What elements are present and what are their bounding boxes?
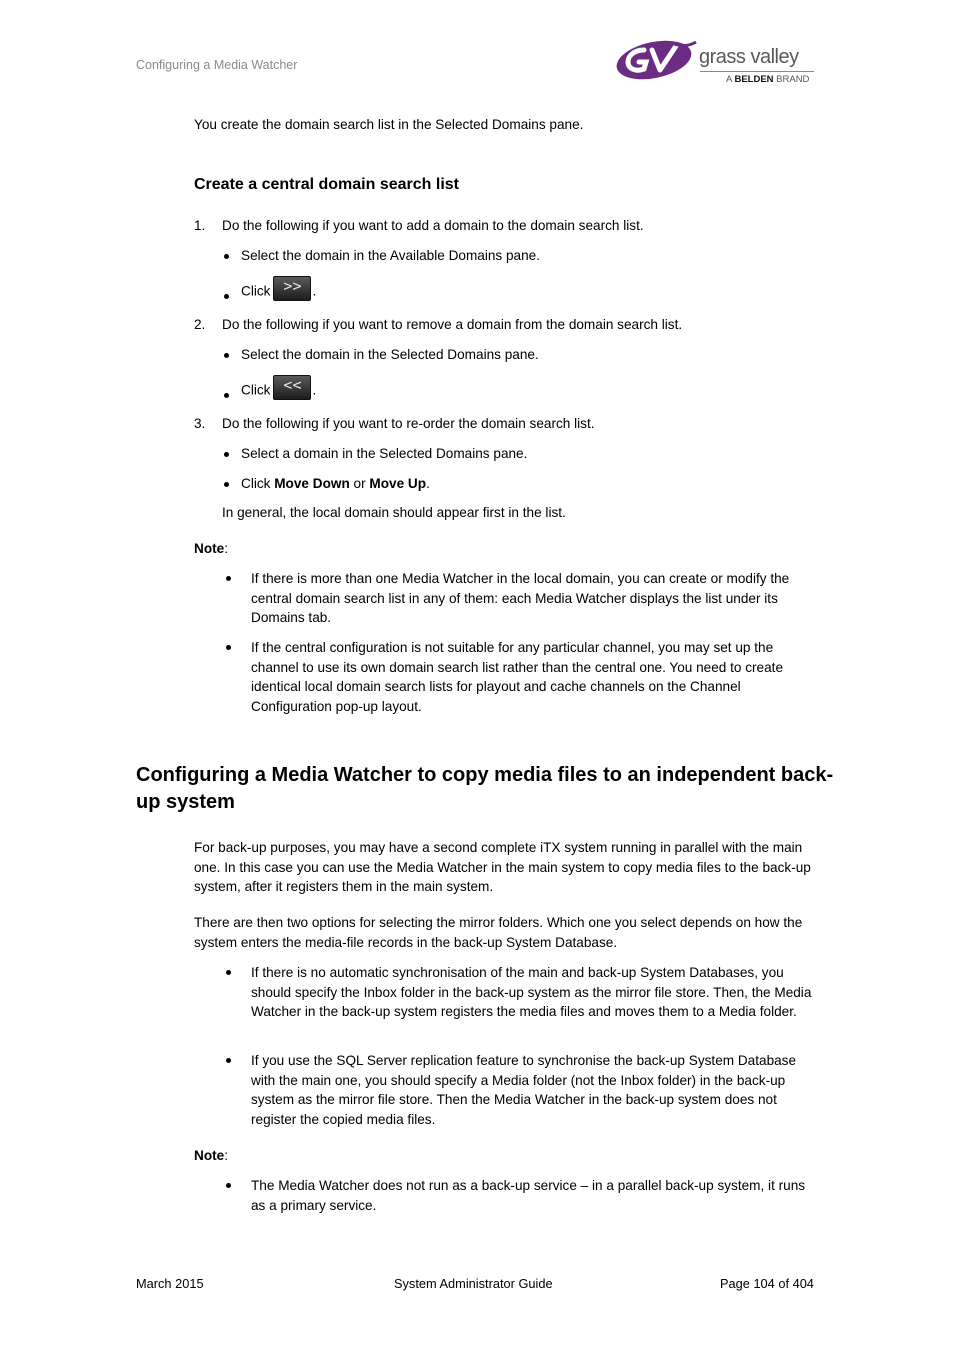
note-text: If there is more than one Media Watcher in the local domain, you can create or modify the central domain search list in any of them: each Media Watcher displays the list under its Domains tab. [251,571,790,626]
note-label: Note: [194,541,228,556]
logo-tagline: A BELDEN BRAND [726,74,810,85]
step-number: 1. [194,218,206,233]
step-text: Do the following if you want to add a domain to the domain search list. [222,218,644,233]
bullet-text: If there is no automatic synchronisation of the main and back-up System Databases, you should specify the Inbox folder in the back-up system as the mirror file store. Then, the Media Watcher in the back-up system registers the media files and moves them to a Media folder. [251,965,812,1020]
bullet-item [226,970,231,975]
backup-paragraph-1: For back-up purposes, you may have a second complete iTX system running in parallel with the main one. In this case you can use the Media Watcher in the main system to copy media files to the back-up system, after it registers them in the main system. [194,840,811,895]
note-text: The Media Watcher does not run as a back-up service – in a parallel back-up system, it runs as a primary service. [251,1178,806,1213]
logo-wordmark: grass valley [699,46,799,68]
step-followup-text: In general, the local domain should appear first in the list. [222,505,566,520]
bullet-click-remove: Click << . [241,375,821,400]
logo-rule [700,71,814,72]
bullet-item [226,1058,231,1063]
footer-date: March 2015 [136,1276,204,1291]
note-label: Note: [194,1148,228,1163]
footer-doc-title: System Administrator Guide [394,1276,553,1291]
remove-domain-button-icon: << [273,375,311,400]
bullet-text: Select the domain in the Selected Domains pane. [241,347,539,362]
section-heading-backup: Configuring a Media Watcher to copy media files to an independent back-up system [136,764,834,813]
step-number: 2. [194,317,206,332]
note-bullet [226,1183,231,1188]
bullet-text: Select the domain in the Available Domains pane. [241,248,541,263]
step-number: 3. [194,416,206,431]
bullet-click-add: Click >> . [241,276,821,301]
footer-page-number: Page 104 of 404 [720,1276,814,1291]
grass-valley-logo [614,36,819,90]
intro-paragraph: You create the domain search list in the Selected Domains pane. [194,117,584,132]
step-text: Do the following if you want to remove a domain from the domain search list. [222,317,683,332]
step-text: Do the following if you want to re-order the domain search list. [222,416,595,431]
note-bullet [226,576,231,581]
gv-emblem-icon [614,38,698,86]
bullet-text: If you use the SQL Server replication feature to synchronise the back-up System Database with the main one, you should specify a Media folder (not the Inbox folder) in the back-up system as the mirror file store. Then the Media Watcher in the back-up system does not register the copied media files. [251,1053,797,1127]
add-domain-button-icon: >> [273,276,311,301]
note-bullet [226,645,231,650]
note-text: If the central configuration is not suitable for any particular channel, you may set up the channel to use its own domain search list rather than the central one. You need to create identical local domain search lists for playout and cache channels on the Channel Configuration pop-up layout. [251,640,784,714]
running-header: Configuring a Media Watcher [136,58,298,72]
bullet-move-up-down: Click Move Down or Move Up. [241,476,430,491]
section-heading-create-list: Create a central domain search list [194,176,459,193]
backup-paragraph-2: There are then two options for selecting the mirror folders. Which one you select depends on how the system enters the media-file records in the back-up System Database. [194,915,803,950]
bullet-text: Select a domain in the Selected Domains pane. [241,446,528,461]
